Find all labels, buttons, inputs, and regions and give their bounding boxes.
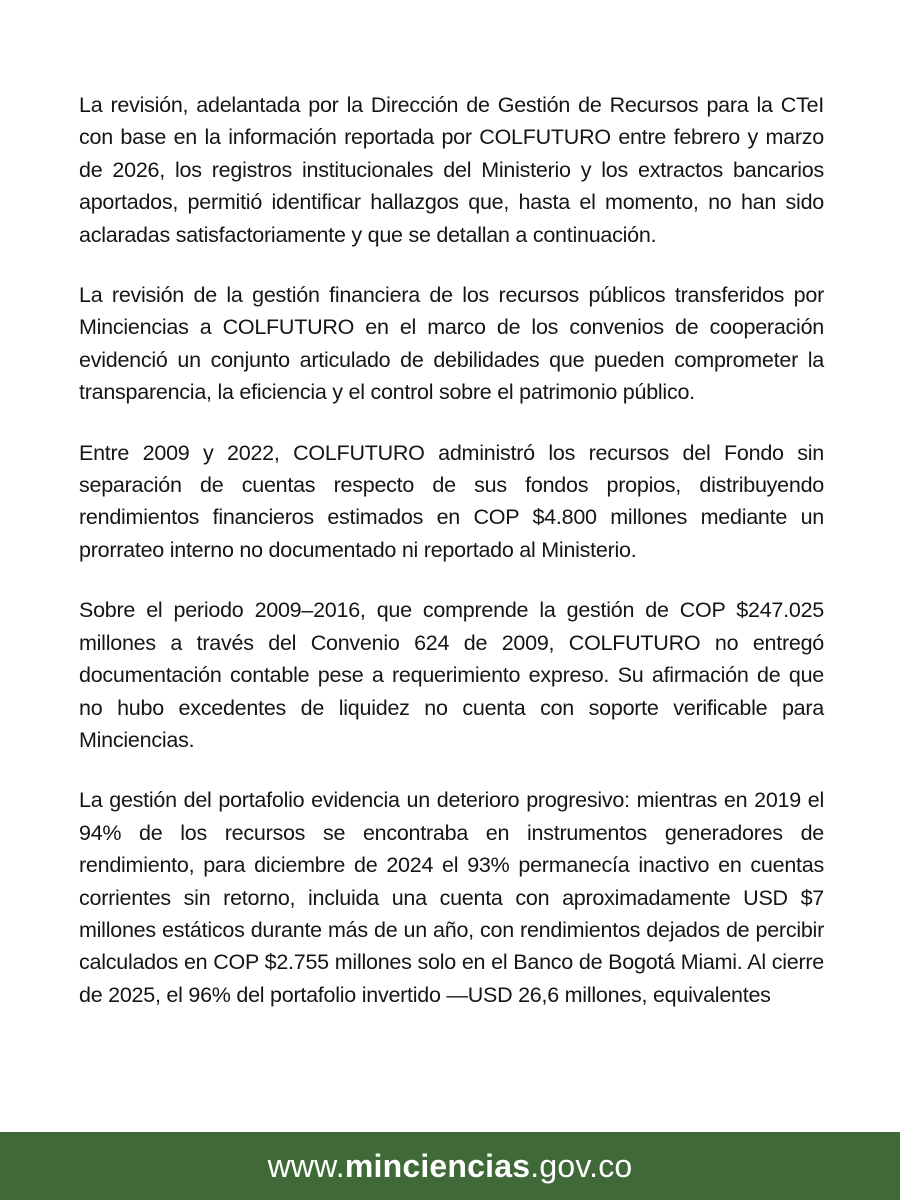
paragraph-1: La revisión, adelantada por la Dirección de Gestión de Recursos para la CTeI con base en la información reportada por COLFUTURO entre febrero y marzo de 2026, los registros institucionales del Ministerio y los extractos bancarios aportados, permitió identificar hallazgos que, hasta el momento, no han sido aclaradas satisfactoriamente y que se detallan a continuación. xyxy=(79,93,824,247)
url-suffix: .gov.co xyxy=(530,1147,633,1184)
url-prefix: www. xyxy=(267,1147,345,1184)
footer-bar xyxy=(0,1132,900,1200)
document-body xyxy=(79,89,824,1039)
url-brand: minciencias xyxy=(344,1147,531,1184)
paragraph-5: La gestión del portafolio evidencia un deterioro progresivo: mientras en 2019 el 94% de los recursos se encontraba en instrumentos generadores de rendimiento, para diciembre de 2024 el 93% permanecía inactivo en cuentas corrientes sin retorno, incluida una cuenta con aproximadamente USD $7 millones estáticos durante más de un año, con rendimientos dejados de percibir calculados en COP $2.755 millones solo en el Banco de Bogotá Miami. Al cierre de 2025, el 96% del portafolio invertido —USD 26,6 millones, equivalentes xyxy=(79,788,824,1007)
paragraph-4: Sobre el periodo 2009–2016, que comprende la gestión de COP $247.025 millones a través del Convenio 624 de 2009, COLFUTURO no entregó documentación contable pese a requerimiento expreso. Su afirmación de que no hubo excedentes de liquidez no cuenta con soporte verificable para Minciencias. xyxy=(79,598,824,752)
website-url xyxy=(268,1148,633,1185)
paragraph-2: La revisión de la gestión financiera de los recursos públicos transferidos por Minciencias a COLFUTURO en el marco de los convenios de cooperación evidenció un conjunto articulado de debilidades que pueden comprometer la transparencia, la eficiencia y el control sobre el patrimonio público. xyxy=(79,283,824,405)
paragraph-3: Entre 2009 y 2022, COLFUTURO administró los recursos del Fondo sin separación de cuentas respecto de sus fondos propios, distribuyendo rendimientos financieros estimados en COP $4.800 millones mediante un prorrateo interno no documentado ni reportado al Ministerio. xyxy=(79,440,824,562)
